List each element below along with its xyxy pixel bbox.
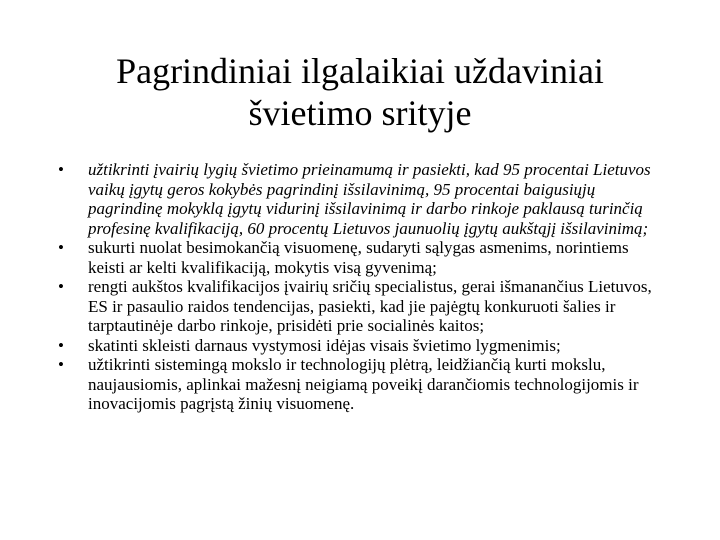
bullet-text: rengti aukštos kvalifikacijos įvairių sričių specialistus, gerai išmanančius Lietuvos, ES ir pasaulio raidos tendencijas, pasiekti, kad jie pajėgtų konkuruoti šalies ir tarptautinėje darbo rinkoje, prisidėti prie socialinės kaitos; — [88, 277, 652, 335]
bullet-list — [58, 160, 658, 414]
bullet-icon: • — [58, 355, 64, 374]
bullet-item — [58, 355, 658, 414]
bullet-text: užtikrinti sistemingą mokslo ir technologijų plėtrą, leidžiančią kurti mokslu, naujausiomis, aplinkai mažesnį neigiamą poveikį darančiomis technologijomis ir inovacijomis pagrįstą žinių visuomenę. — [88, 355, 639, 413]
bullet-icon: • — [58, 238, 64, 257]
bullet-text: skatinti skleisti darnaus vystymosi idėjas visais švietimo lygmenimis; — [88, 335, 561, 355]
bullet-item — [58, 238, 658, 277]
bullet-icon: • — [58, 335, 64, 355]
bullet-item — [58, 160, 658, 238]
slide-title — [40, 50, 680, 134]
bullet-item — [58, 336, 658, 356]
slide-title-line-2: švietimo srityje — [248, 93, 472, 133]
bullet-text: užtikrinti įvairių lygių švietimo prieinamumą ir pasiekti, kad 95 procentai Lietuvos vaikų įgytų geros kokybės pagrindinį išsilavinimą, 95 procentai baigusiųjų pagrindinę mokyklą įgytų vidurinį išsilavinimą ir darbo rinkoje paklausą turinčią profesinę kvalifikaciją, 60 procentų Lietuvos jaunuolių įgytų aukštąjį išsilavinimą; — [88, 160, 651, 238]
bullet-icon: • — [58, 277, 64, 296]
bullet-item — [58, 277, 658, 336]
bullet-icon: • — [58, 160, 64, 179]
bullet-text: sukurti nuolat besimokančią visuomenę, sudaryti sąlygas asmenims, norintiems keisti ar kelti kvalifikaciją, mokytis visą gyvenimą; — [88, 238, 629, 277]
slide-title-line-1: Pagrindiniai ilgalaikiai uždaviniai — [116, 51, 604, 91]
